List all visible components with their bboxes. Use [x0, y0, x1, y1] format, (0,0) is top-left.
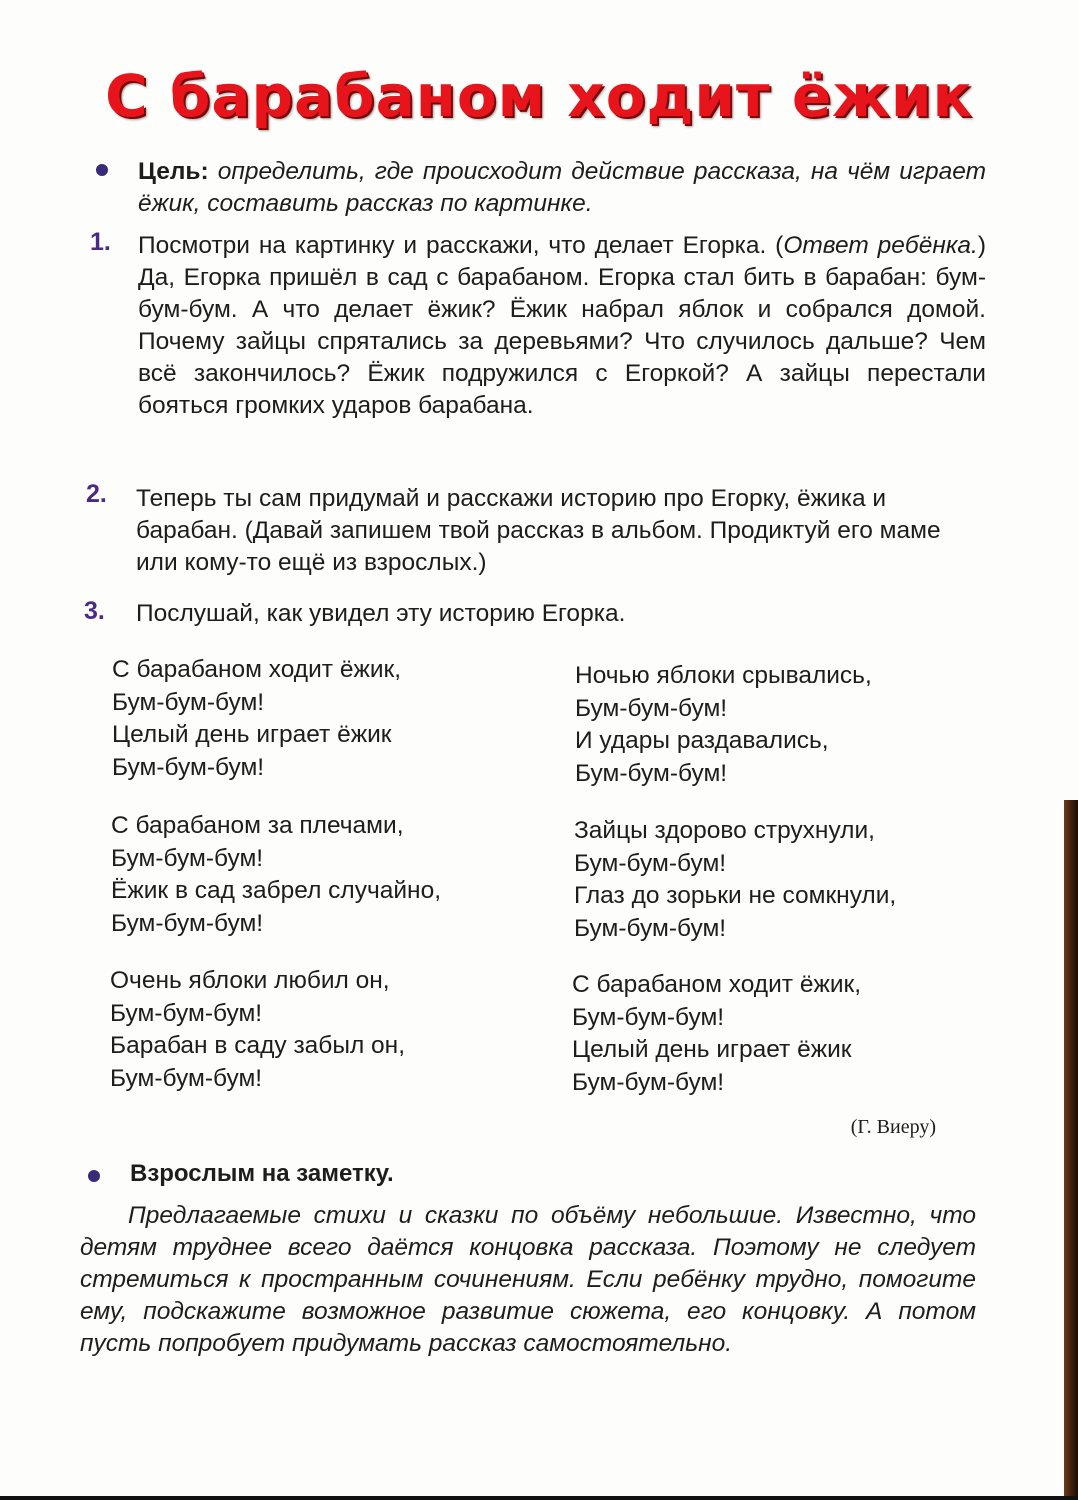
task-3-number: 3.: [84, 597, 105, 625]
poem-line: Целый день играет ёжик: [572, 1036, 852, 1063]
poem-line: Ёжик в сад забрел случайно,: [111, 877, 442, 904]
poem-left-stanza-3: [110, 965, 405, 1095]
note-body: Предлагаемые стихи и сказки по объёму небольшие. Известно, что детям труднее всего даётся концовка рассказа. Поэтому не следует стремиться к пространным сочинениям. Если ребёнку трудно, помогите ему, подскажите возможное развитие сюжета, его концовку. А потом пусть попробует придумать рассказ самостоятельно.: [80, 1202, 976, 1357]
task-1-text: [138, 230, 986, 422]
poem-line: Зайцы здорово струхнули,: [574, 817, 875, 844]
poem-line: Глаз до зорьки не сомкнули,: [574, 882, 897, 909]
goal-text: определить, где происходит действие рассказа, на чём играет ёжик, составить рассказ по картинке.: [138, 158, 986, 217]
poem-line: Ночью яблоки срывались,: [575, 662, 872, 689]
poem-line: Бум-бум-бум!: [572, 1068, 725, 1096]
poem-left-stanza-1: [112, 654, 401, 784]
goal-bullet: [96, 164, 108, 176]
poem-line: Бум-бум-бум!: [110, 1064, 263, 1092]
poem-line: С барабаном ходит ёжик,: [112, 656, 402, 683]
bottom-border: [0, 1496, 1078, 1500]
poem-line: Бум-бум-бум!: [111, 909, 264, 937]
poem-line: Бум-бум-бум!: [575, 759, 728, 787]
task-3-text: Послушай, как увидел эту историю Егорка.: [136, 600, 626, 627]
poem-line: Бум-бум-бум!: [572, 1003, 725, 1031]
poem-author: (Г. Виеру): [850, 1116, 936, 1138]
page-title: С барабаном ходит ёжик: [105, 62, 973, 130]
goal-paragraph: [138, 156, 986, 220]
poem-line: Барабан в саду забыл он,: [110, 1032, 406, 1059]
poem-right-stanza-1: [575, 660, 872, 790]
poem-line: Целый день играет ёжик: [112, 721, 392, 748]
task-1-text-b: Ответ ребёнка.: [783, 232, 978, 259]
task-1-text-c: ) Да, Егорка пришёл в сад с барабаном. Егорка стал бить в барабан: бум-бум-бум. А что делает ёжик? Ёжик набрал яблок и собрался домой. Почему зайцы спрятались за деревьями? Что случилось дальше? Чем всё закончилось? Ёжик подружился с Егоркой? А зайцы перестали бояться громких ударов барабана.: [138, 232, 986, 419]
task-2-number: 2.: [86, 480, 107, 508]
poem-line: Очень яблоки любил он,: [110, 967, 390, 994]
poem-left-stanza-2: [111, 810, 441, 940]
goal-label: Цель:: [138, 158, 209, 185]
poem-line: Бум-бум-бум!: [110, 999, 263, 1027]
poem-right-stanza-2: [574, 815, 896, 945]
note-text: [80, 1200, 976, 1360]
note-heading: Взрослым на заметку.: [130, 1160, 394, 1187]
poem-line: С барабаном за плечами,: [111, 812, 404, 839]
poem-line: Бум-бум-бум!: [111, 844, 264, 872]
page-edge: [1064, 800, 1078, 1500]
poem-line: С барабаном ходит ёжик,: [572, 971, 862, 998]
poem-right-stanza-3: [572, 969, 861, 1099]
poem-line: Бум-бум-бум!: [574, 914, 727, 942]
note-bullet: [88, 1170, 100, 1182]
poem-line: Бум-бум-бум!: [112, 753, 265, 781]
task-2-text: Теперь ты сам придумай и расскажи историю про Егорку, ёжика и барабан. (Давай запишем твой рассказ в альбом. Продиктуй его маме или кому-то ещё из взрослых.): [136, 485, 941, 576]
poem-line: Бум-бум-бум!: [575, 694, 728, 722]
poem-line: Бум-бум-бум!: [574, 849, 727, 877]
poem-line: И удары раздавались,: [575, 727, 829, 754]
poem-line: Бум-бум-бум!: [112, 688, 265, 716]
task-1-number: 1.: [90, 228, 111, 256]
task-1-text-a: Посмотри на картинку и расскажи, что делает Егорка. (: [138, 232, 784, 259]
